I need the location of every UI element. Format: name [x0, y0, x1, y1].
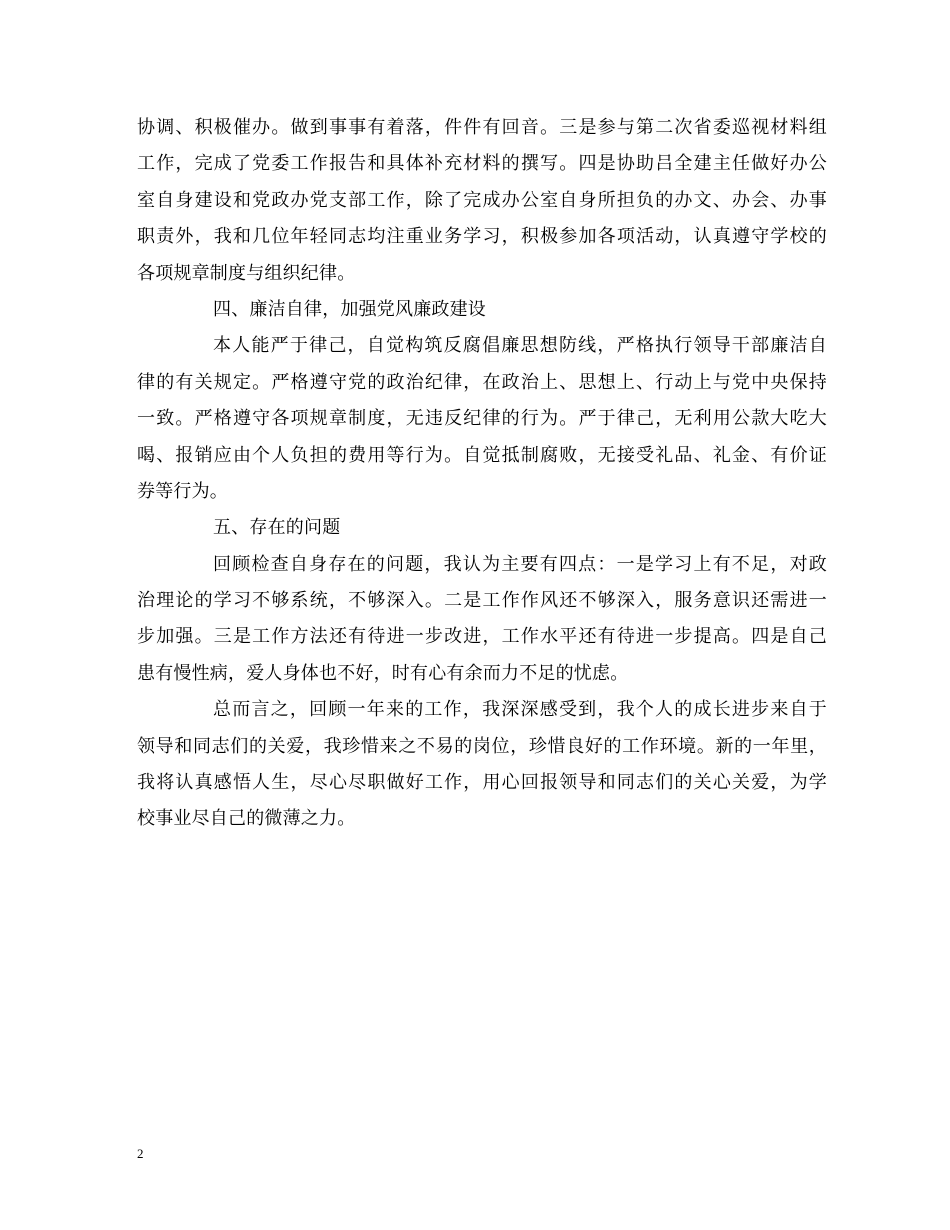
text-line: 工作，完成了党委工作报告和具体补充材料的撰写。四是协助吕全建主任做好办公: [137, 153, 827, 175]
document-body: [137, 110, 827, 838]
text-line: 总而言之，回顾一年来的工作，我深深感受到，我个人的成长进步来自于: [213, 699, 827, 721]
text-line: 室自身建设和党政办党支部工作，除了完成办公室自身所担负的办文、办会、办事: [137, 189, 827, 211]
text-line: 我将认真感悟人生，尽心尽职做好工作，用心回报领导和同志们的关心关爱，为学: [137, 772, 827, 794]
section-heading: 四、廉洁自律，加强党风廉政建设: [213, 298, 486, 320]
text-line: 回顾检查自身存在的问题，我认为主要有四点：一是学习上有不足，对政: [213, 553, 827, 575]
section-heading: 五、存在的问题: [213, 517, 341, 539]
page-number: 2: [137, 1146, 144, 1161]
text-line: 步加强。三是工作方法还有待进一步改进，工作水平还有待进一步提高。四是自己: [137, 626, 827, 648]
text-line: 喝、报销应由个人负担的费用等行为。自觉抵制腐败，无接受礼品、礼金、有价证: [137, 444, 827, 466]
text-line: 律的有关规定。严格遵守党的政治纪律，在政治上、思想上、行动上与党中央保持: [137, 371, 827, 393]
text-line: 各项规章制度与组织纪律。: [137, 262, 356, 284]
text-line: 协调、积极催办。做到事事有着落，件件有回音。三是参与第二次省委巡视材料组: [137, 117, 827, 138]
text-line: 职责外，我和几位年轻同志均注重业务学习，积极参加各项活动，认真遵守学校的: [137, 226, 827, 248]
text-line: 治理论的学习不够系统，不够深入。二是工作作风还不够深入，服务意识还需进一: [137, 590, 827, 612]
text-line: 一致。严格遵守各项规章制度，无违反纪律的行为。严于律己，无利用公款大吃大: [137, 408, 827, 430]
text-line: 领导和同志们的关爱，我珍惜来之不易的岗位，珍惜良好的工作环境。新的一年里，: [137, 735, 827, 757]
text-line: 患有慢性病，爱人身体也不好，时有心有余而力不足的忧虑。: [137, 662, 629, 684]
text-line: 校事业尽自己的微薄之力。: [137, 808, 356, 830]
text-line: 券等行为。: [137, 480, 228, 502]
text-line: 本人能严于律己，自觉构筑反腐倡廉思想防线，严格执行领导干部廉洁自: [213, 335, 827, 357]
